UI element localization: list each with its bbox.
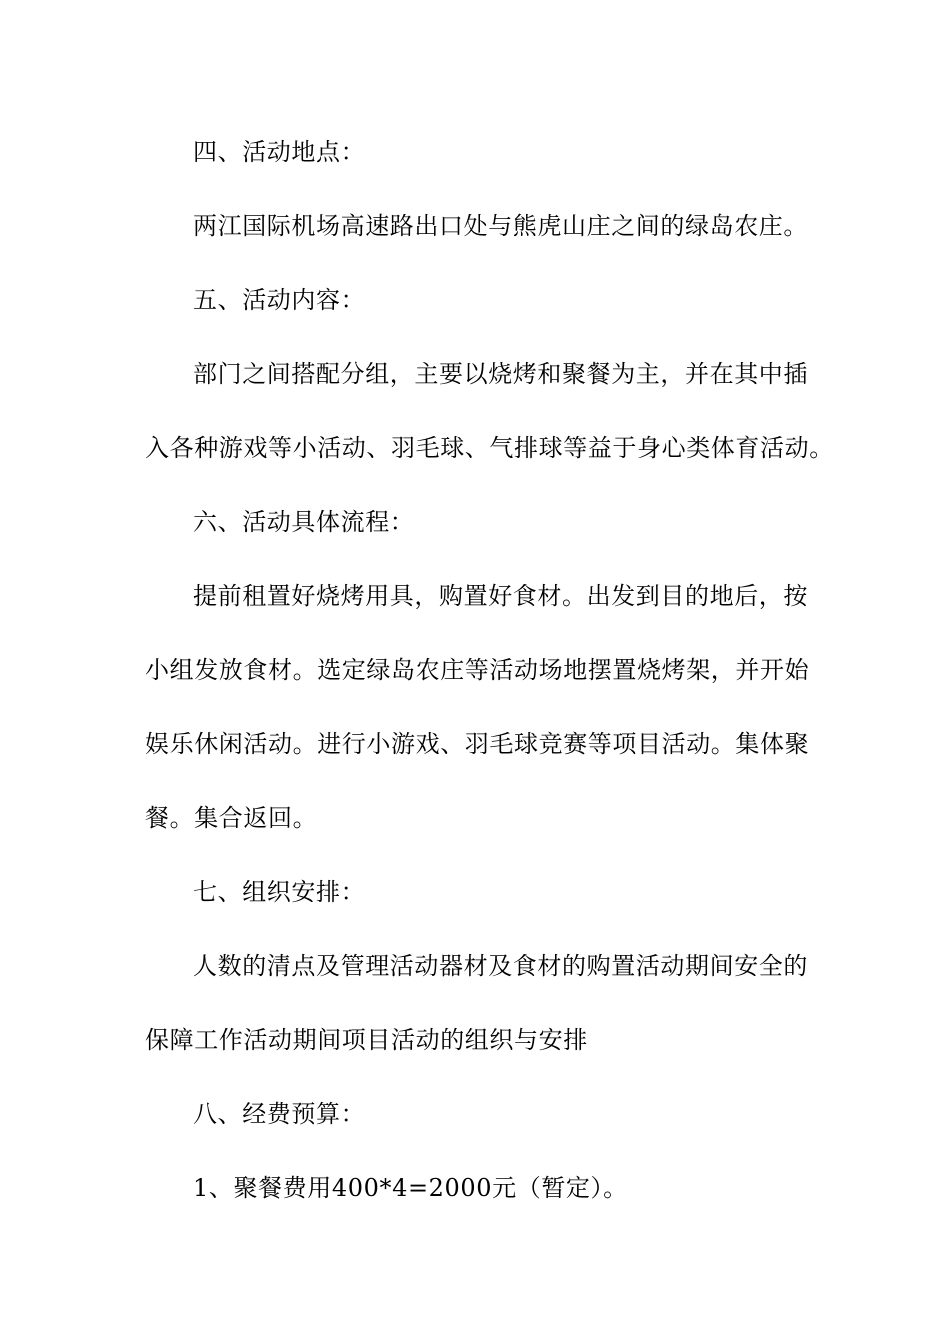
section-heading-location: 四、活动地点：: [193, 138, 366, 166]
paragraph-line: 两江国际机场高速路出口处与熊虎山庄之间的绿岛农庄。: [193, 212, 808, 240]
paragraph-line: 人数的清点及管理活动器材及食材的购置活动期间安全的: [193, 952, 808, 980]
paragraph-line: 1、聚餐费用400*4=2000元（暂定）。: [193, 1174, 628, 1202]
section-heading-process: 六、活动具体流程：: [193, 508, 415, 536]
section-heading-content: 五、活动内容：: [193, 286, 366, 314]
paragraph-line: 小组发放食材。选定绿岛农庄等活动场地摆置烧烤架，并开始: [145, 656, 810, 684]
section-heading-organization: 七、组织安排：: [193, 878, 366, 906]
paragraph-line: 部门之间搭配分组，主要以烧烤和聚餐为主，并在其中插: [193, 360, 808, 388]
paragraph-line: 入各种游戏等小活动、羽毛球、气排球等益于身心类体育活动。: [145, 434, 834, 462]
paragraph-line: 餐。集合返回。: [145, 804, 318, 832]
section-heading-budget: 八、经费预算：: [193, 1100, 366, 1128]
paragraph-line: 保障工作活动期间项目活动的组织与安排: [145, 1026, 588, 1054]
paragraph-line: 提前租置好烧烤用具，购置好食材。出发到目的地后，按: [193, 582, 808, 610]
paragraph-line: 娱乐休闲活动。进行小游戏、羽毛球竞赛等项目活动。集体聚: [145, 730, 810, 758]
